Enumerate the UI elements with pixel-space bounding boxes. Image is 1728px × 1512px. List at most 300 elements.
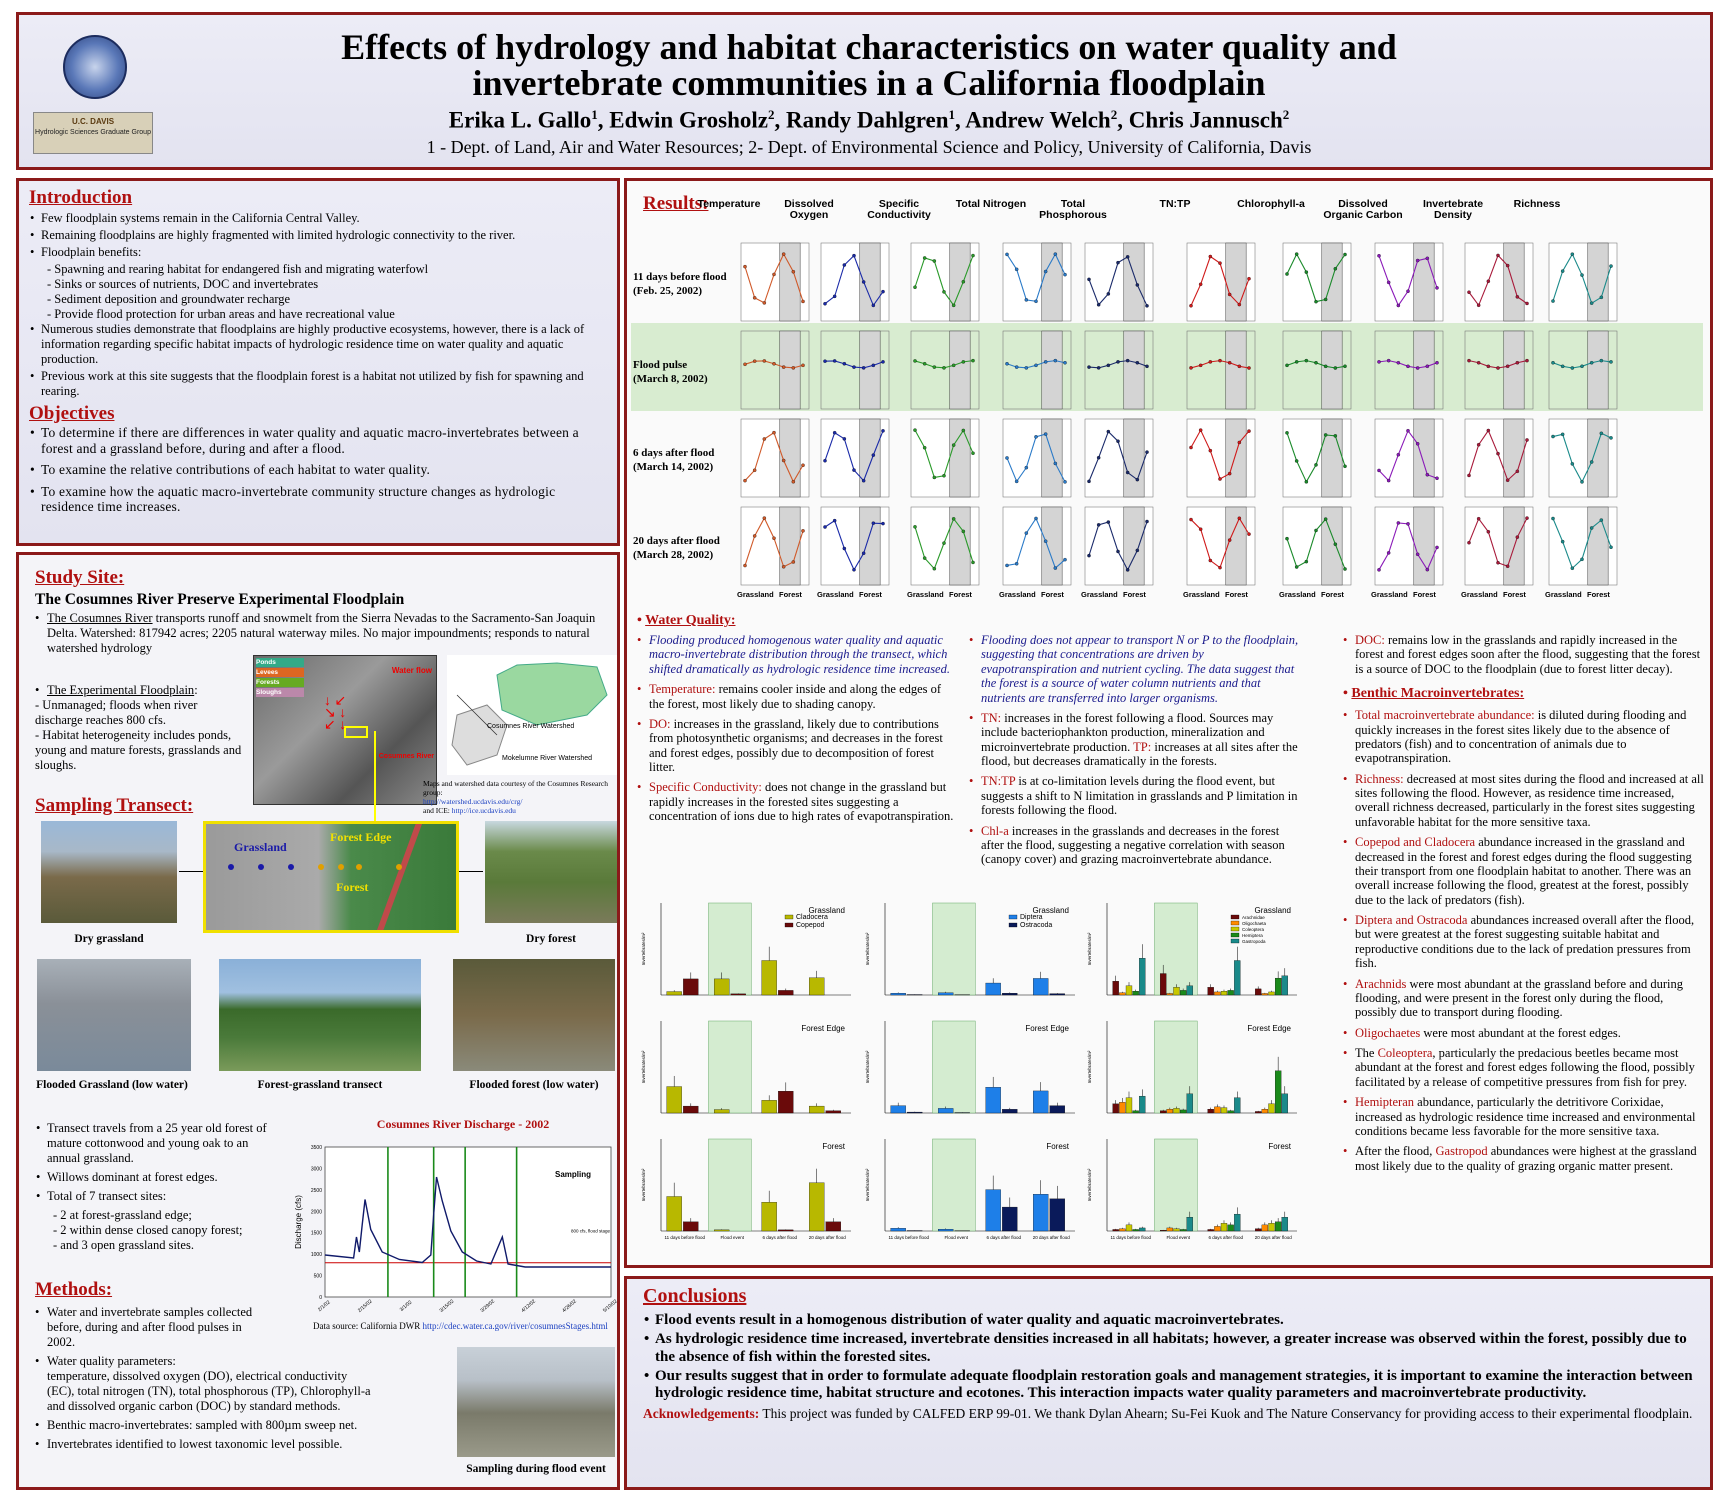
results-series-point	[1387, 281, 1390, 284]
results-series-point	[1107, 430, 1110, 433]
results-series-point	[782, 366, 785, 369]
results-series-point	[1063, 273, 1066, 276]
bar	[891, 1106, 906, 1113]
results-series-point	[1397, 304, 1400, 307]
map-link-1[interactable]: http://watershed.ucdavis.edu/crg/	[423, 797, 523, 806]
bar-ylabel: Invertebrates/m²	[1087, 932, 1092, 966]
flooded-grassland-photo	[37, 959, 191, 1071]
x-label-forest: Forest	[1041, 590, 1064, 599]
results-series-point	[1285, 364, 1288, 367]
discharge-ytick: 500	[313, 1273, 322, 1280]
habitat-label: Forest	[822, 1142, 845, 1151]
bar	[1221, 991, 1227, 995]
flood-event-band	[709, 1021, 752, 1113]
results-mini-chart	[1541, 417, 1619, 501]
results-series-point	[1034, 300, 1037, 303]
results-series-point	[1209, 449, 1212, 452]
floodplain-bullet: • The Experimental Floodplain: - Unmanaged; floods when river discharge reaches 800 cfs. - Habitat heterogeneity includes ponds, young and mature forests, grasslands and sloughs.	[35, 683, 242, 772]
acknowledgements: Acknowledgements: This project was funded by CALFED ERP 99-01. We thank Dylan Ahearn; Su-Fei Kuok and The Nature Conservancy for providing access to their experimental floodplain.	[643, 1406, 1693, 1422]
results-mini-chart	[995, 241, 1073, 325]
results-series-point	[913, 359, 916, 362]
x-label-forest: Forest	[779, 590, 802, 599]
flood-event-band	[709, 1139, 752, 1231]
results-series-point	[1406, 429, 1409, 432]
bar	[891, 1228, 906, 1231]
results-mini-chart	[995, 329, 1073, 413]
intro-bullet: • Previous work at this site suggests that the floodplain forest is a habitat not utilized by fish for spawning and rearing.	[29, 369, 607, 399]
x-label-forest: Forest	[1587, 590, 1610, 599]
results-mini-chart	[733, 241, 811, 325]
results-series-point	[772, 273, 775, 276]
bar	[1133, 1111, 1139, 1113]
results-series-point	[1199, 364, 1202, 367]
results-series-point	[1238, 303, 1241, 306]
results-series-point	[782, 565, 785, 568]
bar	[1167, 1109, 1173, 1113]
results-series-point	[782, 459, 785, 462]
results-series-point	[1525, 359, 1528, 362]
bar	[1113, 1104, 1119, 1113]
results-series-point	[753, 296, 756, 299]
results-series-point	[1034, 435, 1037, 438]
results-mini-chart	[1457, 329, 1535, 413]
bar	[1033, 978, 1048, 995]
caption-transect: Forest-grassland transect	[257, 1079, 383, 1091]
bar	[1174, 1229, 1180, 1231]
objectives-list	[29, 425, 607, 515]
invertebrate-bar-chart	[1085, 895, 1305, 1013]
results-series-point	[1295, 565, 1298, 568]
conclusions-panel	[624, 1276, 1713, 1490]
results-series-point	[1097, 366, 1100, 369]
results-series-point	[1107, 520, 1110, 523]
results-series-point	[1506, 565, 1509, 568]
results-series-point	[801, 364, 804, 367]
invertebrate-bar-chart	[863, 895, 1083, 1013]
results-series-point	[1397, 361, 1400, 364]
results-mini-chart	[733, 417, 811, 501]
bar	[986, 1190, 1001, 1231]
results-series-point	[1295, 253, 1298, 256]
bar	[714, 1230, 729, 1231]
legend-swatch	[785, 915, 793, 919]
habitat-label: Forest Edge	[1025, 1024, 1069, 1033]
bar	[1160, 1230, 1166, 1231]
habitat-label: Forest	[1046, 1142, 1069, 1151]
transect-bullet: • Willows dominant at forest edges.	[35, 1170, 275, 1185]
results-series-point	[1247, 533, 1250, 536]
bar	[778, 990, 793, 995]
results-series-point	[852, 468, 855, 471]
results-series-point	[1426, 473, 1429, 476]
results-series-point	[881, 360, 884, 363]
flood-event-band	[933, 903, 976, 995]
bar	[1139, 1096, 1145, 1113]
bar	[1126, 1225, 1132, 1231]
results-series-point	[852, 568, 855, 571]
x-label-forest: Forest	[859, 590, 882, 599]
results-series-point	[1516, 295, 1519, 298]
results-series-point	[1324, 298, 1327, 301]
results-series-point	[782, 253, 785, 256]
results-series-point	[772, 431, 775, 434]
bar-ylabel: Invertebrates/m²	[865, 932, 870, 966]
results-series-point	[1343, 365, 1346, 368]
results-series-point	[753, 469, 756, 472]
bar	[1255, 989, 1261, 995]
results-series-point	[1487, 530, 1490, 533]
objective-bullet: • To examine the relative contributions of each habitat to water quality.	[29, 462, 607, 478]
bar	[1208, 1109, 1214, 1113]
results-series-point	[823, 459, 826, 462]
results-series-point	[1005, 564, 1008, 567]
x-label-grassland: Grassland	[1183, 590, 1220, 599]
bar	[1269, 1104, 1275, 1113]
discharge-xtick: 3/1/02	[398, 1299, 414, 1314]
results-series-point	[962, 530, 965, 533]
results-series-point	[1397, 453, 1400, 456]
results-series-point	[1145, 451, 1148, 454]
results-series-point	[1097, 303, 1100, 306]
introduction-title: Introduction	[29, 187, 133, 208]
bar-xcat: Flood event	[1166, 1235, 1191, 1240]
map-link-2[interactable]: http://ice.ucdavis.edu	[451, 806, 516, 815]
results-series-point	[743, 564, 746, 567]
results-series-point	[862, 479, 865, 482]
bar	[1119, 993, 1125, 995]
results-series-point	[1005, 362, 1008, 365]
results-series-point	[923, 446, 926, 449]
bar	[891, 993, 906, 995]
bar	[1174, 987, 1180, 995]
results-series-point	[743, 363, 746, 366]
results-series-point	[872, 364, 875, 367]
forest-label: Forest	[336, 880, 369, 894]
results-series-point	[1136, 361, 1139, 364]
results-series-point	[763, 359, 766, 362]
results-series-point	[843, 263, 846, 266]
results-series-point	[792, 480, 795, 483]
results-series-point	[1025, 298, 1028, 301]
discharge-ytick: 3000	[310, 1166, 322, 1173]
bar	[1033, 1194, 1048, 1231]
x-label-forest: Forest	[1413, 590, 1436, 599]
results-series-point	[881, 429, 884, 432]
discharge-chart	[293, 1117, 619, 1337]
bar	[762, 1100, 777, 1113]
results-series-point	[1025, 532, 1028, 535]
bar	[1262, 993, 1268, 995]
results-series-point	[1397, 521, 1400, 524]
introduction-list	[29, 211, 607, 399]
results-series-point	[1387, 359, 1390, 362]
bar	[1126, 1098, 1132, 1113]
results-series-point	[1145, 520, 1148, 523]
results-series-point	[1116, 550, 1119, 553]
results-series-point	[801, 464, 804, 467]
bar	[938, 993, 953, 995]
results-series-point	[872, 304, 875, 307]
results-series-point	[1506, 264, 1509, 267]
results-series-point	[1343, 253, 1346, 256]
intro-bullet: • Few floodplain systems remain in the California Central Valley.	[29, 211, 607, 226]
bar	[1269, 992, 1275, 995]
results-series-point	[843, 437, 846, 440]
bar	[1002, 1207, 1017, 1231]
results-series-point	[1416, 553, 1419, 556]
transect-bullet: • Transect travels from a 25 year old forest of mature cottonwood and young oak to an annual grassland.	[35, 1121, 275, 1166]
results-series-point	[1496, 561, 1499, 564]
results-row-label: 20 days after flood (March 28, 2002)	[633, 535, 720, 561]
hydrologic-sciences-logo: U.C. DAVIS Hydrologic Sciences Graduate Group	[33, 112, 153, 154]
bar-xcat: 20 days after flood	[1032, 1235, 1070, 1240]
results-series-point	[1600, 432, 1603, 435]
results-series-point	[743, 265, 746, 268]
results-column-header: TN:TP	[1159, 198, 1191, 210]
results-series-point	[862, 552, 865, 555]
x-label-grassland: Grassland	[1461, 590, 1498, 599]
results-mini-chart	[813, 505, 891, 589]
results-series-point	[1435, 361, 1438, 364]
bar-xcat: 11 days before flood	[1110, 1235, 1151, 1240]
results-series-point	[1126, 255, 1129, 258]
author-name: Andrew Welch	[965, 107, 1111, 133]
results-series-point	[1324, 365, 1327, 368]
bar	[1180, 1229, 1186, 1231]
results-series-point	[1199, 429, 1202, 432]
x-label-forest: Forest	[1503, 590, 1526, 599]
results-series-point	[1600, 296, 1603, 299]
results-series-point	[1199, 528, 1202, 531]
benthic-item: • Diptera and Ostracoda abundances increased overall after the flood, but were greatest at the forest suggesting suitable habitat and reproductive conditions due to the lack of predation pressures from fish.	[1343, 913, 1695, 971]
results-series-point	[833, 431, 836, 434]
results-series-point	[1561, 270, 1564, 273]
results-series-point	[1305, 480, 1308, 483]
discharge-ytick: 0	[319, 1295, 322, 1301]
results-column-header: Dissolved Organic Carbon	[1323, 198, 1403, 222]
bar	[1255, 1111, 1261, 1113]
results-series-point	[1305, 271, 1308, 274]
results-series-point	[1467, 474, 1470, 477]
bar	[1113, 981, 1119, 995]
right-text-column: • DOC: remains low in the grasslands and rapidly increased in the forest and forest edges soon after the flood, suggesting that the forest is a source of DOC to the floodplain (due to forest litter decay). • Benthic Macroinvertebrates: • Total macroinvertebrate abundance: is diluted during flooding and quickly increases in the forest sites likely due to the absence of predators (fish) and to concentration of animals due to evapotranspiration. • Richness: decreased at most sites during the flood and increased at all sites following the flood. However, as residence time increased, overall richness decreased, particularly in the forest sites suggesting unfavorable habitat for the more sensitive taxa. • Copepod and Cladocera abundance increased in the grassland and decreased in the forest and forest edges during the flood suggesting their transport from one floodplain habitat to another. There was an overall increase following the flood, greatest at the forest, possibly due to the lack of predators (fish). • Diptera and Ostracoda abundances increased overall after the flood, but were greatest at the forest suggesting suitable habitat and reproductive conditions due to the lack of predation pressures from fish. • Arachnids were most abundant at the grassland before and during flooding, and were present in the forest only during the flood, possibly due to transport during flooding. • Oligochaetes were most abundant at the forest edges. • The Coleoptera, particularly the predacious beetles became most abundant at the forest and forest edges following the flood, possibly facilitated by a release of competitive pressures from fish for prey. • Hemipteran abundance, particularly the detritivore Corixidae, increased as hydrologic residence time increased and environmental conditions became less favorable for the more sensitive taxa. • After the flood, Gastropod abundances were highest at the grassland most likely due to the quality of grazing organic matter present.	[1343, 633, 1707, 1179]
introduction-panel	[16, 178, 620, 546]
results-series-point	[1314, 529, 1317, 532]
results-series-point	[1228, 539, 1231, 542]
bar	[1119, 1229, 1125, 1231]
results-series-point	[1580, 273, 1583, 276]
legend-swatch	[785, 923, 793, 927]
results-series-point	[833, 295, 836, 298]
results-series-point	[753, 360, 756, 363]
results-series-point	[971, 561, 974, 564]
cosumnes-bullet: • The Cosumnes River transports runoff and snowmelt from the Sierra Nevadas to the Sacramento-San Joaquin Delta. Watershed: 817942 acres; 2205 natural waterway miles. No major impoundments; responds to natural watershed hydrology	[35, 611, 596, 655]
discharge-title: Cosumnes River Discharge - 2002	[376, 1117, 550, 1131]
results-series-point	[1025, 466, 1028, 469]
results-series-point	[823, 525, 826, 528]
results-series-point	[1343, 567, 1346, 570]
site-item: - 2 within dense closed canopy forest;	[53, 1223, 243, 1237]
results-series-point	[1609, 436, 1612, 439]
legend-label: Gastropoda	[1242, 939, 1266, 944]
bar	[667, 1197, 682, 1232]
results-series-point	[913, 525, 916, 528]
bar	[1160, 974, 1166, 995]
benefit-item: - Sinks or sources of nutrients, DOC and invertebrates	[47, 277, 319, 291]
habitat-label: Grassland	[1032, 906, 1069, 915]
bar	[938, 1229, 953, 1231]
bar	[1234, 961, 1240, 996]
bar	[1208, 987, 1214, 995]
results-series-point	[862, 280, 865, 283]
results-mini-chart	[1457, 417, 1535, 501]
dry-grassland-photo	[41, 821, 177, 923]
results-mini-chart	[1179, 241, 1257, 325]
results-series-point	[1228, 361, 1231, 364]
results-mini-chart	[1179, 417, 1257, 501]
legend-swatch	[1231, 927, 1239, 931]
transect-diagram	[203, 821, 459, 933]
bar	[1133, 991, 1139, 995]
bar	[1228, 1225, 1234, 1231]
author-affil: 1	[948, 107, 955, 122]
results-series-point	[1426, 365, 1429, 368]
results-series-point	[942, 474, 945, 477]
results-mini-chart	[1367, 329, 1445, 413]
bar	[1033, 1091, 1048, 1113]
results-series-point	[1044, 540, 1047, 543]
results-mini-chart	[995, 505, 1073, 589]
bar	[907, 1112, 922, 1113]
grassland-label: Grassland	[234, 840, 287, 854]
benthic-item: • Arachnids were most abundant at the grassland before and during flooding, and were present in the forest only during the flood, possibly due to transport during flooding.	[1343, 976, 1684, 1020]
results-series-point	[1477, 361, 1480, 364]
results-series-point	[1525, 517, 1528, 520]
results-series-point	[1044, 432, 1047, 435]
bar-xcat: Flood event	[944, 1235, 969, 1240]
results-series-point	[833, 519, 836, 522]
discharge-xtick: 5/10/02	[602, 1298, 619, 1314]
results-series-point	[1285, 272, 1288, 275]
objectives-title: Objectives	[29, 403, 115, 424]
bar-xcat: 6 days after flood	[986, 1235, 1022, 1240]
results-series-point	[962, 429, 965, 432]
results-series-point	[1590, 460, 1593, 463]
results-series-point	[1516, 361, 1519, 364]
results-series-point	[1136, 549, 1139, 552]
bar-xcat: 11 days before flood	[888, 1235, 929, 1240]
bar	[1050, 1199, 1065, 1231]
results-series-point	[1107, 292, 1110, 295]
x-label-grassland: Grassland	[1081, 590, 1118, 599]
author-affil: 1	[591, 107, 598, 122]
caption-dry-grassland: Dry grassland	[74, 933, 144, 945]
invertebrate-bar-chart	[639, 895, 859, 1013]
invertebrate-bar-chart	[863, 1013, 1083, 1131]
x-label-forest: Forest	[1225, 590, 1248, 599]
results-series-point	[1228, 472, 1231, 475]
legend-label: Cladocera	[796, 914, 828, 921]
bar	[1050, 994, 1065, 995]
results-series-point	[1285, 431, 1288, 434]
legend-swatch	[1009, 915, 1017, 919]
results-series-point	[1590, 302, 1593, 305]
results-mini-chart	[1077, 241, 1155, 325]
objective-bullet: • To examine how the aquatic macro-invertebrate community structure changes as hydrologic residence time increases.	[29, 484, 607, 515]
x-label-forest: Forest	[1123, 590, 1146, 599]
flood-event-band	[933, 1139, 976, 1231]
results-series-point	[952, 304, 955, 307]
results-series-point	[1406, 522, 1409, 525]
results-series-point	[933, 259, 936, 262]
benthic-item: • Richness: decreased at most sites during the flood and increased at all sites following the flood. However, as residence time increased, overall richness decreased, particularly in the forest sites suggesting unfavorable habitat for the more sensitive taxa.	[1343, 771, 1704, 829]
dwr-link[interactable]: http://cdec.water.ca.gov/river/cosumnesStages.html	[422, 1321, 608, 1331]
water-quality-item: • Specific Conductivity: does not change in the grassland but rapidly increases in the forested sites suggesting a concentration of ions due to high rates of evapotranspiration.	[637, 780, 954, 824]
results-series-point	[1426, 257, 1429, 260]
benthic-item: • Hemipteran abundance, particularly the detritivore Corixidae, increased as hydrologic residence time increased and environmental conditions became less favorable for the more sensitive taxa.	[1343, 1095, 1696, 1138]
results-series-point	[1580, 365, 1583, 368]
results-series-point	[1314, 300, 1317, 303]
results-series-point	[1334, 366, 1337, 369]
results-series-point	[1525, 302, 1528, 305]
bar	[667, 992, 682, 995]
x-label-grassland: Grassland	[737, 590, 774, 599]
water-quality-item: • DO: increases in the grassland, likely due to contributions from photosynthetic organisms; and decreases in the forest and forest edges, possibly due to decomposition of forest litter.	[637, 716, 943, 774]
results-series-point	[1551, 361, 1554, 364]
results-series-point	[1097, 523, 1100, 526]
discharge-xtick: 4/12/02	[520, 1298, 537, 1314]
results-series-point	[933, 366, 936, 369]
bar	[1167, 993, 1173, 995]
bar-ylabel: Invertebrates/m²	[641, 1050, 646, 1084]
bar-xcat: Flood event	[720, 1235, 745, 1240]
benthic-item: • After the flood, Gastropod abundances were highest at the grassland most likely due to the quality of grazing organic matter present.	[1343, 1144, 1697, 1173]
results-series-point	[1015, 480, 1018, 483]
author-name: Edwin Grosholz	[609, 107, 768, 133]
results-series-point	[1477, 304, 1480, 307]
results-series-point	[1054, 462, 1057, 465]
results-series-point	[1571, 567, 1574, 570]
bar-ylabel: Invertebrates/m²	[1087, 1168, 1092, 1202]
bar	[1119, 1102, 1125, 1113]
results-series-point	[1116, 440, 1119, 443]
results-mini-chart	[1179, 505, 1257, 589]
results-series-point	[792, 560, 795, 563]
results-series-point	[1590, 526, 1593, 529]
watershed-map	[447, 655, 617, 775]
habitat-label: Grassland	[1254, 906, 1291, 915]
bar	[1167, 1228, 1173, 1231]
results-series-point	[1477, 517, 1480, 520]
benthic-item: • Copepod and Cladocera abundance increased in the grassland and decreased in the forest and forest edges during the flood suggesting their transport from one floodplain habitat to another. There was an overall increase following the flood, greatest at the forest, possibly due to the lack of predators (fish).	[1343, 835, 1692, 907]
bar	[1275, 978, 1281, 995]
results-column-header: Dissolved Oxygen	[784, 198, 834, 222]
results-series-point	[942, 542, 945, 545]
cosumnes-watershed-label: Cosumnes River Watershed	[487, 723, 575, 730]
bar	[1282, 1217, 1288, 1231]
results-mini-chart	[1275, 505, 1353, 589]
results-series-point	[971, 254, 974, 257]
results-series-point	[1571, 366, 1574, 369]
results-series-point	[1377, 568, 1380, 571]
results-series-point	[971, 452, 974, 455]
results-series-point	[852, 366, 855, 369]
bar	[1214, 1107, 1220, 1113]
invertebrate-bar-charts	[629, 891, 1329, 1261]
results-series-point	[1209, 559, 1212, 562]
water-quality-item: • Temperature: remains cooler inside and along the edges of the forest, most likely due to shading canopy.	[637, 682, 942, 711]
results-series-point	[1145, 365, 1148, 368]
